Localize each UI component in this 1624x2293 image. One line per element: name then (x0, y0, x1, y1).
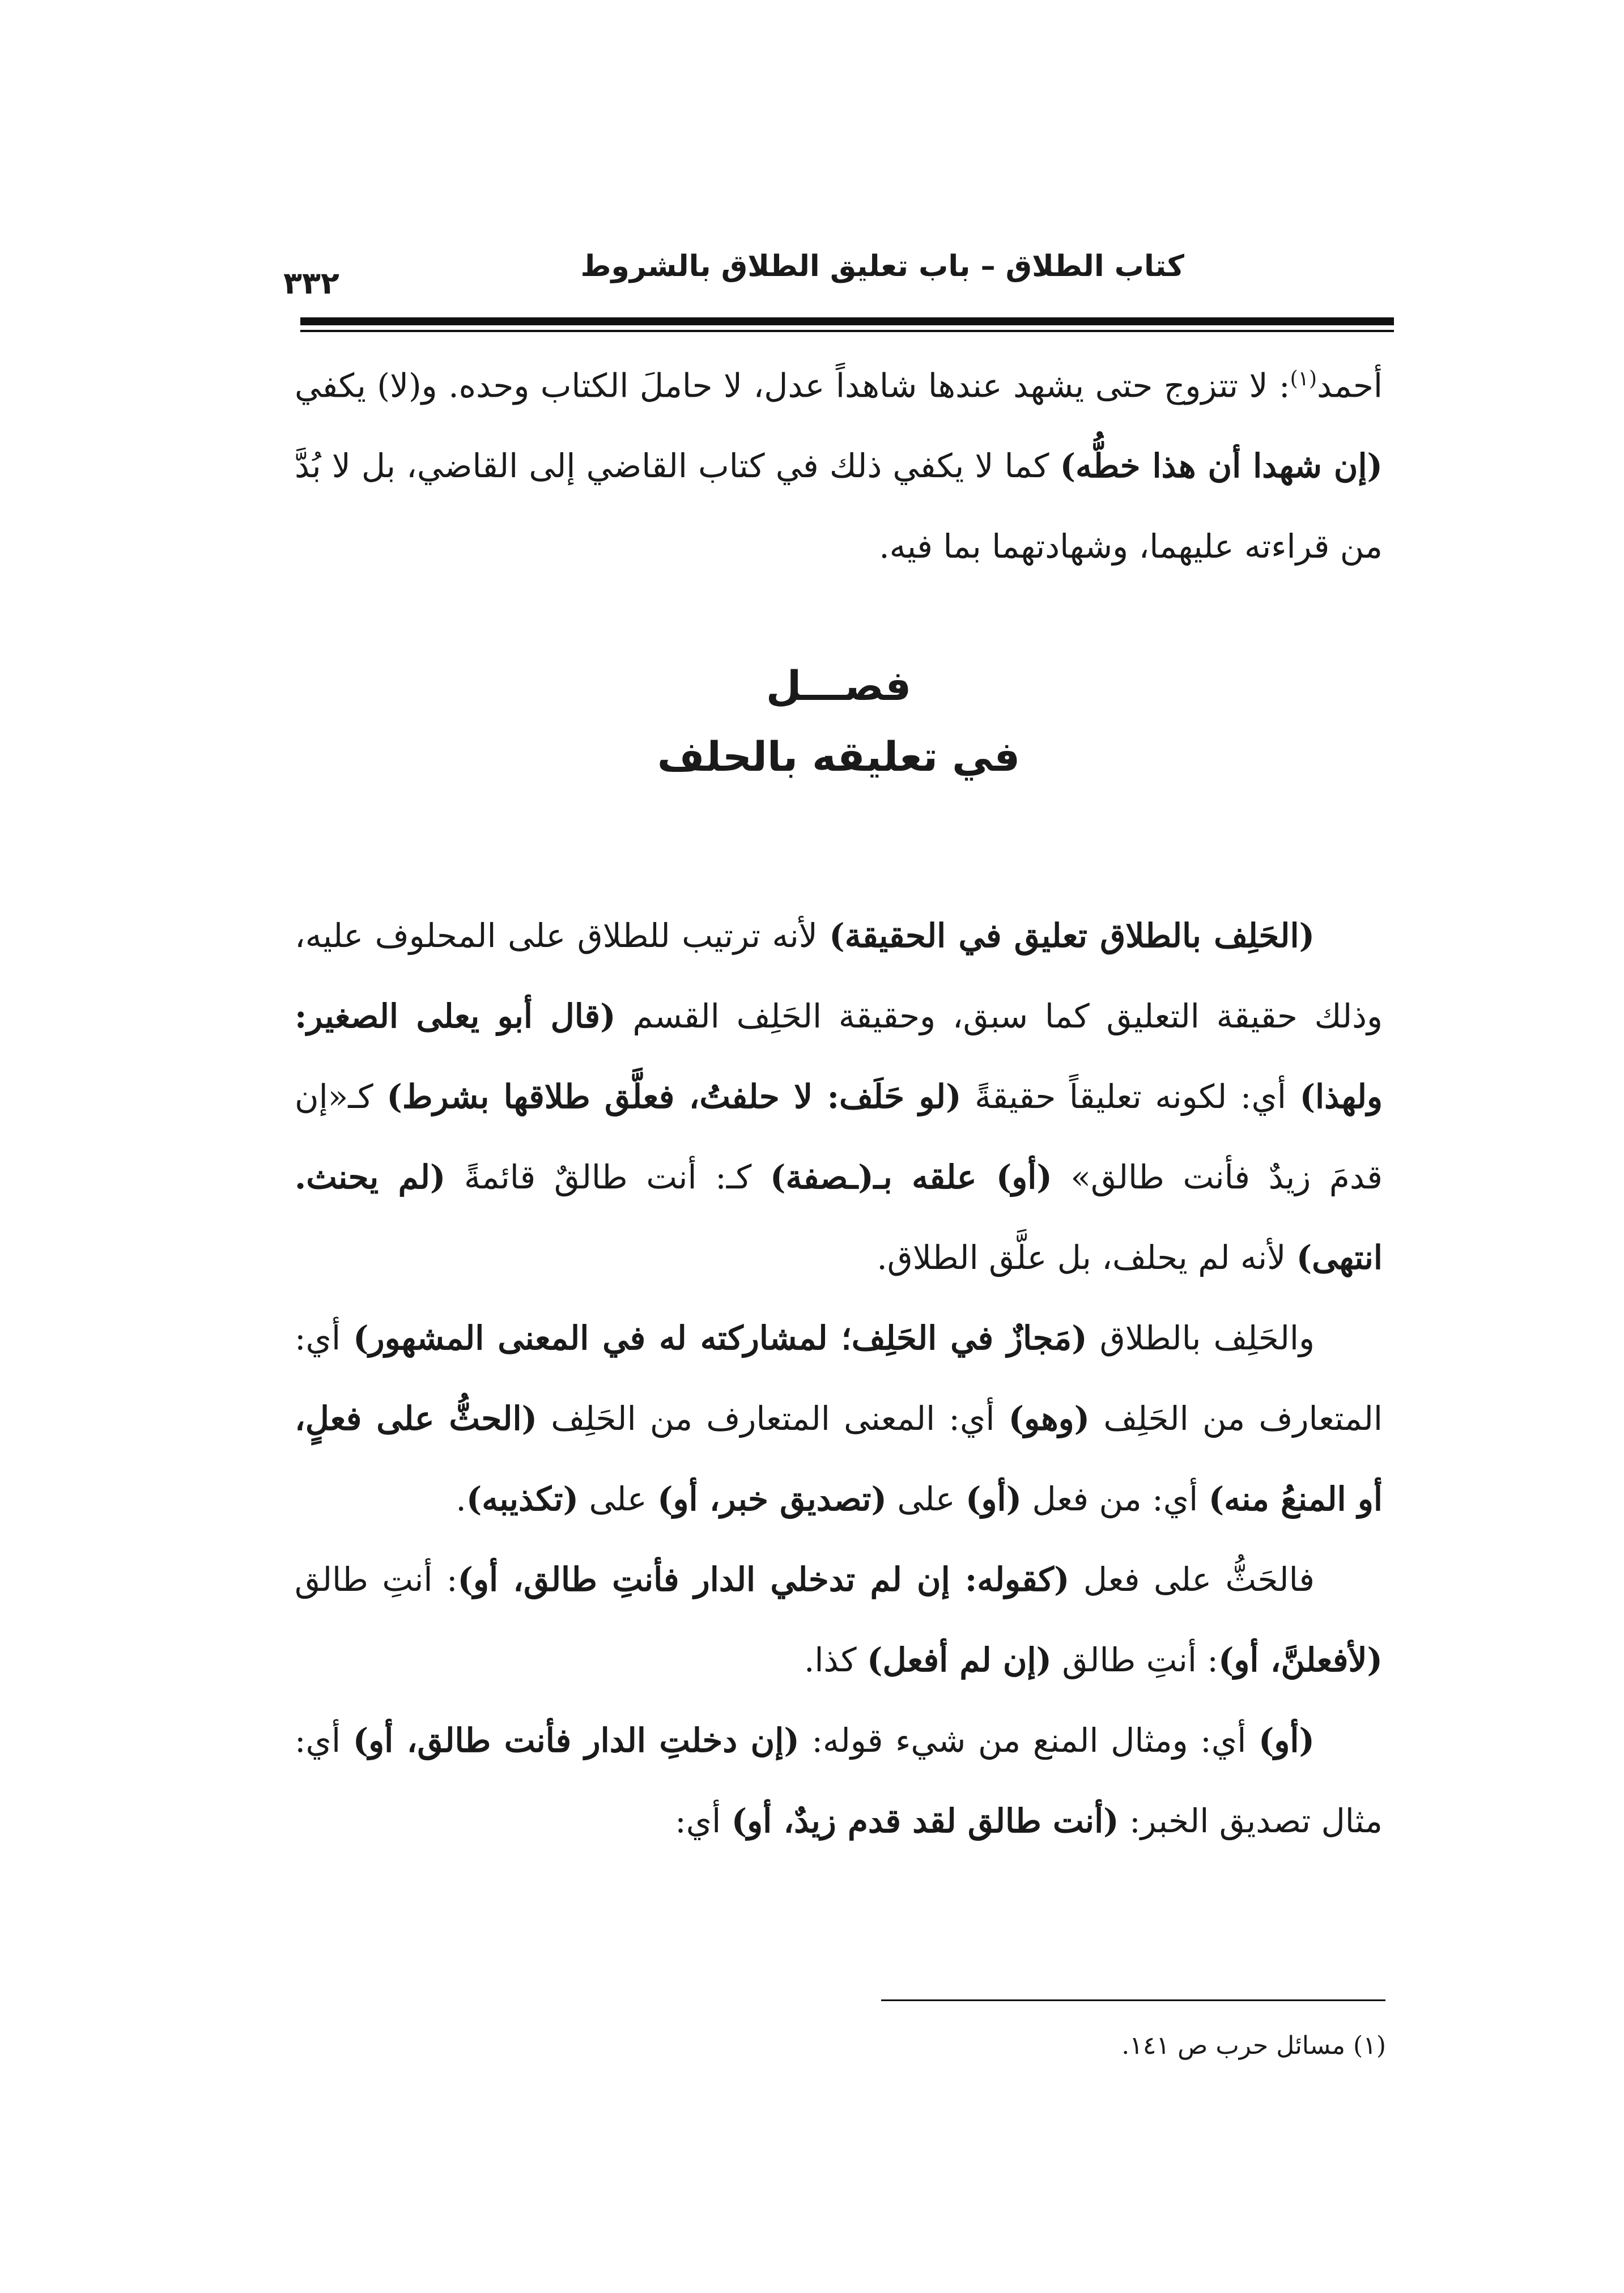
run: (لأفعلنَّ، أو) (1218, 1641, 1383, 1679)
run: (أو) (1258, 1721, 1315, 1760)
run: كذا. (804, 1641, 867, 1679)
run: كـ: أنت طالقٌ قائمةً (445, 1158, 771, 1196)
run: أي: المتعارف من الحَلِف (295, 1319, 1383, 1438)
run: والحَلِف بالطلاق (1087, 1319, 1315, 1357)
section-title: في تعليقه بالحلف (657, 733, 1021, 780)
footnote-marker: (١) (1290, 367, 1317, 390)
run: لأنه لم يحلف، بل علَّق الطلاق. (877, 1238, 1296, 1277)
run: (وهو) (1008, 1399, 1090, 1438)
main-text (295, 895, 1383, 1861)
run: (كقوله: إن لم تدخلي الدار فأنتِ طالق، أو) (457, 1560, 1070, 1599)
run: على (886, 1480, 966, 1518)
run: . (456, 1480, 466, 1518)
run: لأنه ترتيب للطلاق على المحلوف عليه، وذلك حقيقة التعليق كما سبق، وحقيقة الحَلِف القسم (295, 916, 1383, 1035)
run: كـ«إن قدمَ زيدٌ فأنت طالق» (295, 1077, 1383, 1196)
section-label: فصـــل (766, 662, 912, 710)
run: على (579, 1480, 658, 1518)
run: أي: من فعل (1022, 1480, 1209, 1518)
run: (الحَلِف بالطلاق تعليق في الحقيقة) (829, 916, 1315, 955)
run: أي: (675, 1802, 732, 1840)
run: : أنتِ طالق (295, 1560, 458, 1599)
top-text-3: (إن شهدا أن هذا خطُّه) (1060, 447, 1383, 486)
top-text-2: : لا تتزوج حتى يشهد عندها شاهداً عدل، لا حاملَ الكتاب وحده. و(لا) يكفي (295, 366, 1290, 405)
top-paragraph (295, 339, 1383, 587)
run: (إن لم أفعل) (867, 1641, 1052, 1679)
running-header (283, 238, 1388, 317)
footnote: (١) مسائل حرب ص ١٤١. (1121, 2031, 1386, 2060)
run: أي: لكونه تعليقاً حقيقةً (961, 1077, 1300, 1116)
top-text-4: كما لا يكفي ذلك في كتاب القاضي إلى القاضي، بل لا بُدَّ من قراءته عليهما، وشهادتهما بما فيه. (295, 447, 1383, 566)
page-number: ٣٣٢ (283, 265, 339, 301)
run: : أنتِ طالق (1052, 1641, 1218, 1679)
header-rule-thick (300, 317, 1394, 325)
run: (مَجازٌ في الحَلِف؛ لمشاركته له في المعنى المشهور) (353, 1319, 1087, 1357)
run: (إن دخلتِ الدار فأنت طالق، أو) (352, 1721, 800, 1760)
run: فالحَثُّ على فعل (1069, 1560, 1315, 1599)
run: (تكذيبه) (466, 1480, 579, 1518)
run: أي: المعنى المتعارف من الحَلِف (537, 1399, 1009, 1438)
paragraph-1 (295, 895, 1383, 1298)
run: (الحثُّ على فعلٍ، أو المنعُ منه) (295, 1399, 1383, 1518)
footnote-rule (881, 1999, 1385, 2001)
section-heading (295, 652, 1383, 793)
run: أي: ومثال المنع من شيء قوله: (799, 1721, 1259, 1760)
run: (أو) علقه بـ(ـصفة) (770, 1158, 1052, 1196)
run: (لو حَلَف: لا حلفتُ، فعلَّق طلاقها بشرط) (386, 1077, 962, 1116)
run: (لم يحنث. انتهى) (295, 1158, 1383, 1277)
paragraph-4 (295, 1700, 1383, 1861)
header-rule-thin (300, 330, 1394, 332)
run: أي: مثال تصديق الخبر: (295, 1721, 1383, 1840)
run: (قال أبو يعلى الصغير: ولهذا) (295, 997, 1383, 1116)
top-text-1: أحمد (1317, 366, 1383, 405)
run: (تصديق خبر، أو) (657, 1480, 887, 1518)
header-title: كتاب الطلاق – باب تعليق الطلاق بالشروط (580, 249, 1184, 283)
paragraph-3 (295, 1539, 1383, 1700)
run: (أو) (966, 1480, 1022, 1518)
run: (أنت طالق لقد قدم زيدٌ، أو) (731, 1802, 1119, 1840)
paragraph-2 (295, 1298, 1383, 1539)
